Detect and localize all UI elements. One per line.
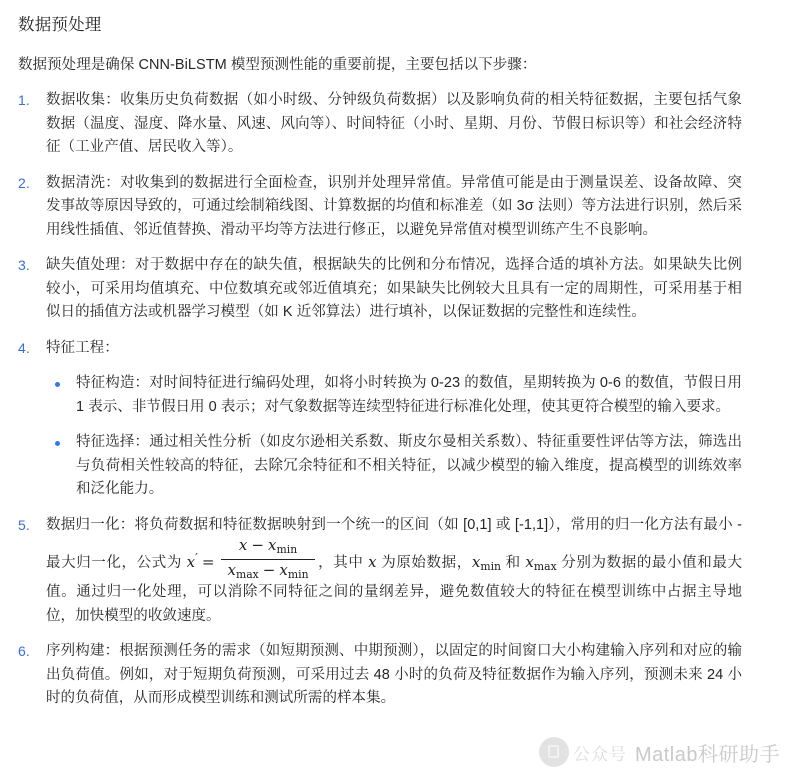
watermark-brand-text: Matlab科研助手 <box>634 743 780 766</box>
formula-numerator: $x - x_{min}$ <box>238 535 298 556</box>
list-item-step-5 <box>16 514 742 629</box>
normalization-formula: x′ = $\frac{x - x_{min}}{x_{max} - x_{min}}$ <box>187 553 318 571</box>
step-text: 数据清洗：对收集到的数据进行全面检查，识别并处理异常值。异常值可能是由于测量误差、设备故障、突发事故等原因导致的，可通过绘制箱线图、计算数据的均值和标准差（如 3σ 法则）等方法进行识别，然后采用线性插值、邻近值替换、滑动平均等方法进行修正，以避免异常值对模型训练产生不良影响。 <box>46 174 742 238</box>
step-text: 缺失值处理：对于数据中存在的缺失值，根据缺失的比例和分布情况，选择合适的填补方法。如果缺失比例较小，可采用均值填充、中位数填充或邻近值填充；如果缺失比例较大且具有一定的周期性，可采用基于相似日的插值方法或机器学习模型（如 K 近邻算法）进行填补，以保证数据的完整性和连续性。 <box>46 257 742 321</box>
step-text: 序列构建：根据预测任务的需求（如短期预测、中期预测），以固定的时间窗口大小构建输入序列和对应的输出负荷值。例如，对于短期负荷预测，可采用过去 48 小时的负荷及特征数据作为输入序列，预测未来 24 小时的负荷值，从而形成模型训练和测试所需的样本集。 <box>46 643 742 707</box>
step-text-before-formula: 数据归一化：将负荷数据和特征数据映射到一个统一的区间（如 [0,1] 或 [-1,1]），常用的归一化方法有最小 - 最大归一化，公式为 <box>46 516 742 571</box>
formula-var-x: x <box>368 552 377 571</box>
list-item-step-6 <box>16 640 742 710</box>
watermark-logo-label: 公众号 <box>572 744 627 764</box>
step-text: 特征工程： <box>46 339 119 356</box>
formula-var-xmin: $x_{min}$ <box>471 552 502 573</box>
watermark-logo-icon <box>539 737 569 767</box>
formula-fraction-bar <box>221 559 314 560</box>
intro-paragraph: 数据预处理是确保 CNN-BiLSTM 模型预测性能的重要前提，主要包括以下步骤： <box>18 56 537 73</box>
list-item-step-4 <box>16 337 742 502</box>
formula-fraction <box>221 537 314 582</box>
watermark <box>539 737 780 767</box>
feature-engineering-sublist <box>46 372 742 501</box>
subitem-text: 特征选择：通过相关性分析（如皮尔逊相关系数、斯皮尔曼相关系数）、特征重要性评估等方法，筛选出与负荷相关性较高的特征，去除冗余特征和不相关特征，以减少模型的输入维度，提高模型的训练效率和泛化能力。 <box>76 434 742 498</box>
subitem-text: 特征构造：对时间特征进行编码处理，如将小时转换为 0-23 的数值，星期转换为 0-6 的数值，节假日用 1 表示、非节假日用 0 表示；对气象数据等连续型特征进行标准化处理，使其更符合模型的输入要求。 <box>76 375 742 415</box>
preprocessing-step-list <box>16 89 742 711</box>
list-item-step-2 <box>16 172 742 242</box>
formula-var-xmax: $x_{max}$ <box>525 552 557 573</box>
step-text-after-formula: ，其中 x 为原始数据，$x_{min}$ 和 $x_{max}$ 分别为数据的最小值和最大值。通过归一化处理，可以消除不同特征之间的量纲差异，避免数值较大的特征在模型训练中占据主导地位，加快模型的收敛速度。 <box>46 552 742 624</box>
step-text: 数据收集：收集历史负荷数据（如小时级、分钟级负荷数据）以及影响负荷的相关特征数据，主要包括气象数据（温度、湿度、降水量、风速、风向等）、时间特征（小时、星期、月份、节假日标识等）和社会经济特征（工业产值、居民收入等）。 <box>46 92 742 156</box>
list-item-step-3 <box>16 254 742 324</box>
page-title: 数据预处理 <box>18 16 102 34</box>
list-item-subitem-2 <box>46 431 742 501</box>
list-item-step-1 <box>16 89 742 159</box>
list-item-subitem-1 <box>46 372 742 419</box>
formula-denominator: $x_{max} - x_{min}$ <box>227 560 309 581</box>
